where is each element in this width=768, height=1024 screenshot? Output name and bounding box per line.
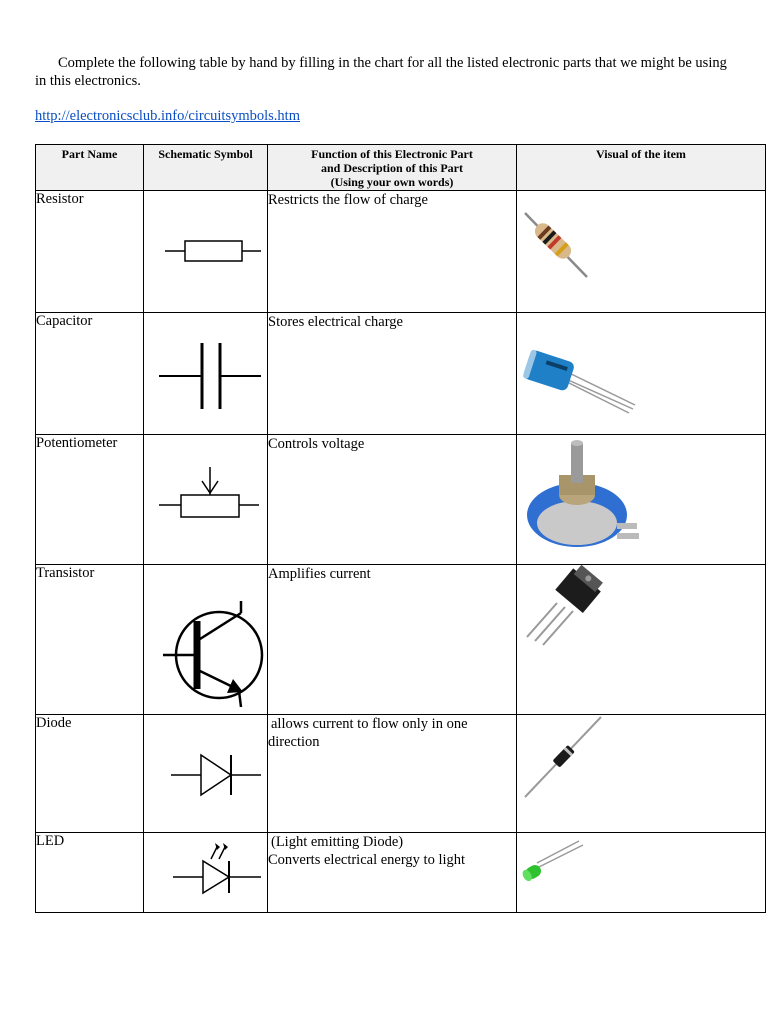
function-cell: [268, 833, 517, 913]
function-cell: [268, 715, 517, 833]
function-cell: Amplifies current: [268, 565, 517, 715]
header-schematic-symbol: Schematic Symbol: [144, 145, 268, 191]
circuit-symbols-link[interactable]: http://electronicsclub.info/circuitsymbols.htm: [35, 108, 300, 124]
visual-cell: [517, 313, 766, 435]
capacitor-photo: [517, 313, 657, 423]
function-line: direction: [268, 734, 320, 750]
header-part-name: Part Name: [36, 145, 144, 191]
visual-cell: [517, 435, 766, 565]
function-cell: Restricts the flow of charge: [268, 191, 517, 313]
symbol-cell: [144, 313, 268, 435]
header-function-line2: and Description of this Part: [321, 161, 463, 175]
symbol-cell: [144, 565, 268, 715]
part-name-cell: Transistor: [36, 565, 144, 715]
diode-photo: [517, 715, 617, 815]
electronic-parts-table: [35, 144, 766, 913]
resistor-photo: [517, 191, 637, 301]
part-name-cell: Resistor: [36, 191, 144, 313]
function-cell: Stores electrical charge: [268, 313, 517, 435]
symbol-cell: [144, 435, 268, 565]
header-function-line1: Function of this Electronic Part: [311, 147, 473, 161]
function-line: allows current to flow only in one: [271, 716, 468, 732]
table-row: [36, 833, 766, 913]
visual-cell: [517, 715, 766, 833]
function-line: (Light emitting Diode): [271, 834, 404, 850]
symbol-cell: [144, 833, 268, 913]
table-header-row: [36, 145, 766, 191]
visual-cell: [517, 191, 766, 313]
header-function-line3: (Using your own words): [330, 175, 454, 189]
capacitor-symbol-icon: [151, 313, 261, 423]
visual-cell: [517, 565, 766, 715]
table-row: [36, 313, 766, 435]
part-name-cell: Diode: [36, 715, 144, 833]
function-cell: Controls voltage: [268, 435, 517, 565]
function-line: Converts electrical energy to light: [268, 852, 466, 868]
part-name-cell: Potentiometer: [36, 435, 144, 565]
transistor-photo: [517, 565, 627, 665]
instructions-text: Complete the following table by hand by filling in the chart for all the listed electronic parts that we might be using in this electronics.: [35, 55, 727, 89]
transistor-symbol-icon: [147, 565, 265, 713]
table-row: [36, 191, 766, 313]
table-row: [36, 715, 766, 833]
symbol-cell: [144, 715, 268, 833]
resistor-symbol-icon: [151, 191, 261, 301]
visual-cell: [517, 833, 766, 913]
symbol-cell: [144, 191, 268, 313]
led-photo: [517, 833, 597, 893]
table-row: [36, 435, 766, 565]
part-name-cell: LED: [36, 833, 144, 913]
header-function: [268, 145, 517, 191]
part-name-cell: Capacitor: [36, 313, 144, 435]
header-visual: Visual of the item: [517, 145, 766, 191]
table-row: [36, 565, 766, 715]
diode-symbol-icon: [151, 715, 261, 825]
potentiometer-photo: [517, 435, 647, 563]
led-symbol-icon: [151, 833, 261, 909]
potentiometer-symbol-icon: [151, 435, 261, 555]
